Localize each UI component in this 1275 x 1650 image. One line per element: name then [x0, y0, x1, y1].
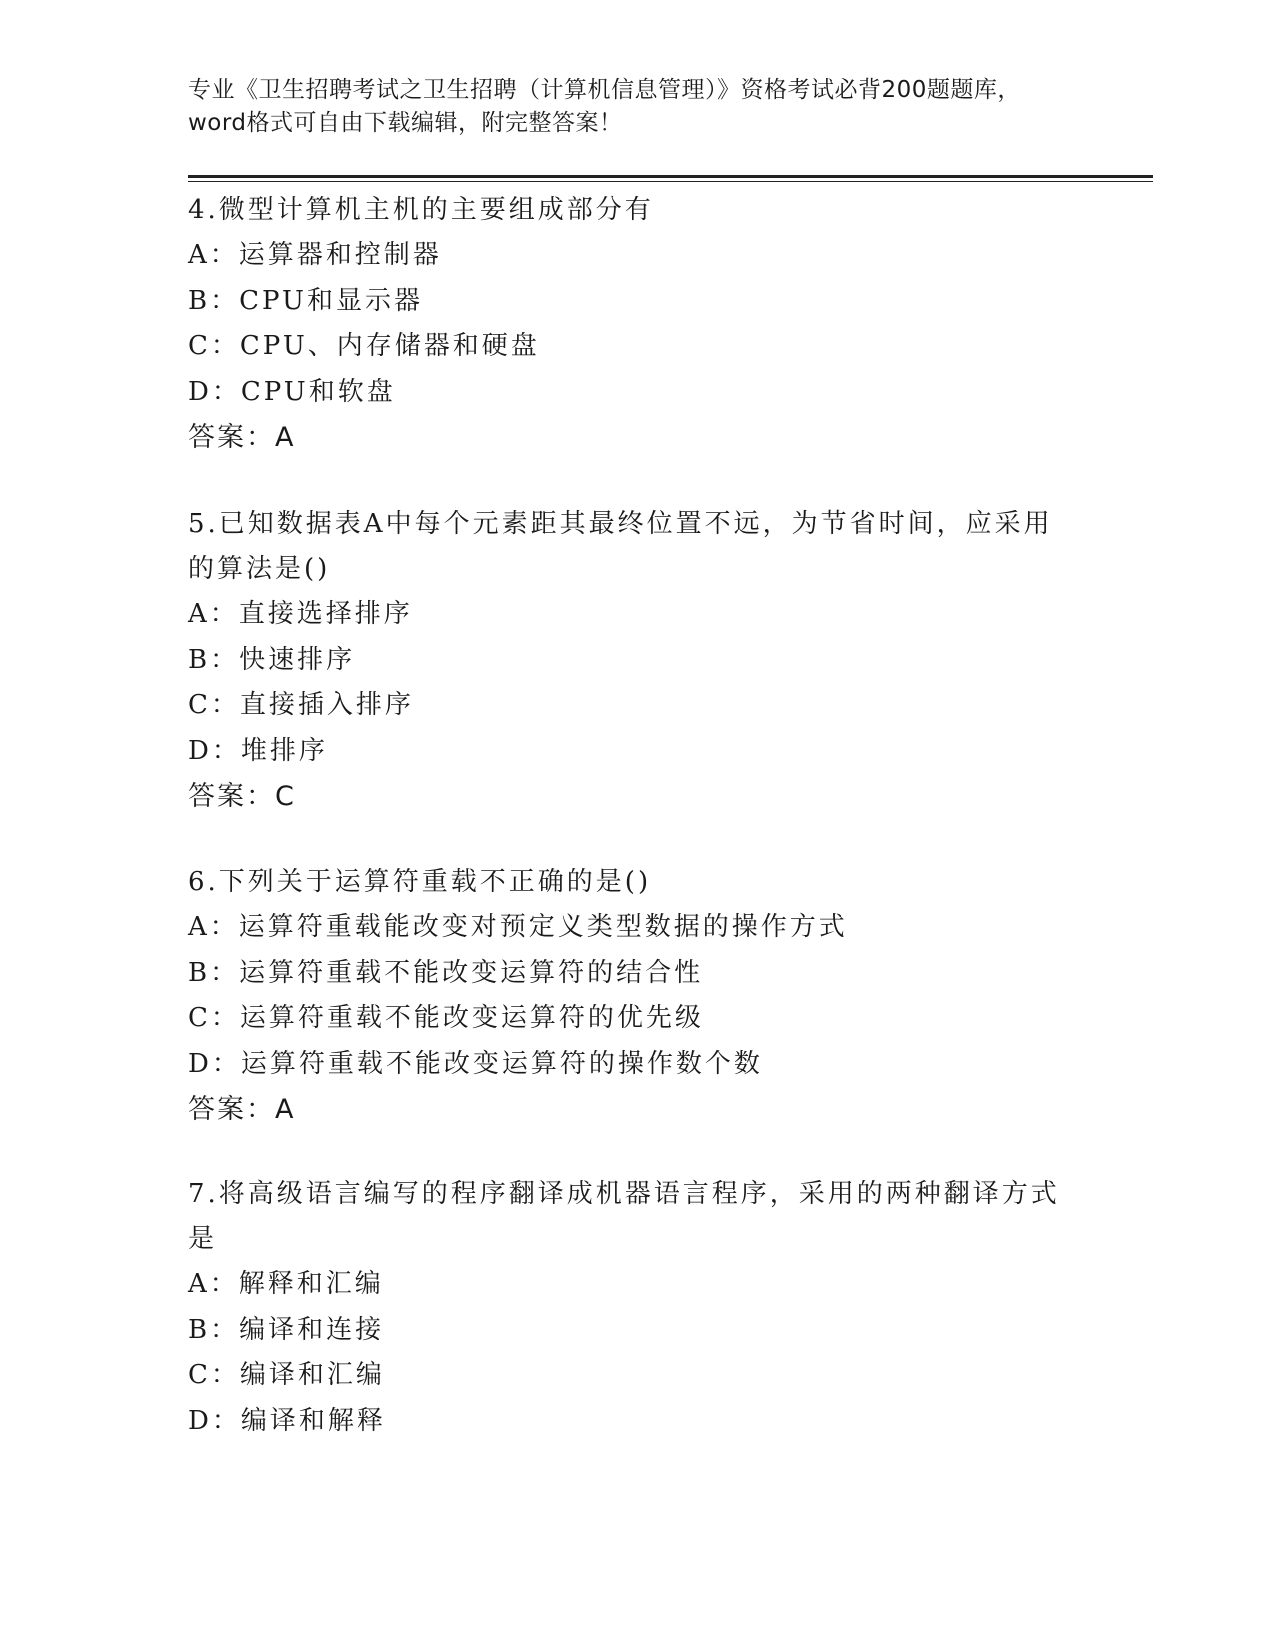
- option-text: 运算器和控制器: [238, 240, 442, 270]
- option-text: 编译和解释: [240, 1405, 386, 1436]
- question-title: 4.微型计算机主机的主要组成部分有: [188, 195, 654, 225]
- option-a: [188, 233, 1068, 279]
- question-block-6: [188, 860, 1068, 1133]
- option-d: [188, 370, 1068, 416]
- option-b: [188, 279, 1068, 325]
- option-letter: A：: [188, 912, 239, 942]
- option-text: 运算符重载不能改变运算符的优先级: [239, 1003, 704, 1033]
- option-a: [188, 905, 1068, 951]
- option-c: [188, 1353, 1068, 1399]
- header-divider-thin: [188, 181, 1153, 182]
- option-c: [188, 996, 1068, 1042]
- option-a: [188, 1262, 1068, 1308]
- option-letter: D：: [188, 735, 241, 766]
- document-header: [188, 74, 1088, 140]
- option-letter: D：: [188, 1405, 241, 1436]
- question-title: 6.下列关于运算符重载不正确的是(): [188, 867, 652, 897]
- answer-label: 答案：C: [188, 781, 296, 812]
- question-block-7: [188, 1172, 1068, 1444]
- option-c: [188, 683, 1068, 729]
- question-title: 5.已知数据表A中每个元素距其最终位置不远，为节省时间，应采用的算法是(): [188, 509, 1053, 584]
- option-d: [188, 1042, 1068, 1088]
- option-letter: C：: [188, 1360, 240, 1390]
- option-b: [188, 1308, 1068, 1354]
- option-text: CPU、内存储器和硬盘: [239, 331, 540, 361]
- option-letter: B：: [188, 1314, 240, 1345]
- option-letter: D：: [188, 376, 241, 407]
- option-text: CPU和软盘: [240, 376, 396, 407]
- option-text: 解释和汇编: [238, 1269, 384, 1299]
- option-text: 直接选择排序: [238, 599, 413, 629]
- option-letter: C：: [188, 331, 240, 361]
- option-letter: D：: [188, 1048, 241, 1079]
- option-letter: B：: [188, 644, 240, 675]
- option-text: 运算符重载能改变对预定义类型数据的操作方式: [238, 912, 848, 942]
- header-line-1: 专业《卫生招聘考试之卫生招聘（计算机信息管理）》资格考试必背200题题库，: [188, 77, 1021, 103]
- option-b: [188, 951, 1068, 997]
- option-text: 直接插入排序: [239, 690, 414, 720]
- option-letter: C：: [188, 690, 240, 720]
- option-text: 堆排序: [240, 735, 328, 766]
- answer-label: 答案：A: [188, 422, 296, 453]
- option-a: [188, 592, 1068, 638]
- option-letter: A：: [188, 599, 239, 629]
- option-letter: A：: [188, 1269, 239, 1299]
- option-c: [188, 324, 1068, 370]
- option-letter: C：: [188, 1003, 240, 1033]
- option-text: 快速排序: [239, 644, 356, 675]
- option-text: 编译和连接: [239, 1314, 385, 1345]
- option-d: [188, 729, 1068, 775]
- option-b: [188, 638, 1068, 684]
- option-letter: B：: [188, 285, 240, 316]
- header-divider-thick: [188, 175, 1153, 178]
- option-text: CPU和显示器: [239, 285, 423, 316]
- option-letter: B：: [188, 957, 240, 988]
- question-block-4: [188, 188, 1068, 461]
- header-line-2: word格式可自由下载编辑，附完整答案！: [188, 110, 623, 136]
- option-text: 运算符重载不能改变运算符的结合性: [239, 957, 704, 988]
- question-title: 7.将高级语言编写的程序翻译成机器语言程序，采用的两种翻译方式是: [188, 1179, 1060, 1254]
- question-block-5: [188, 502, 1068, 820]
- option-text: 编译和汇编: [239, 1360, 385, 1390]
- option-d: [188, 1399, 1068, 1445]
- option-letter: A：: [188, 240, 239, 270]
- answer-label: 答案：A: [188, 1094, 296, 1125]
- option-text: 运算符重载不能改变运算符的操作数个数: [240, 1048, 763, 1079]
